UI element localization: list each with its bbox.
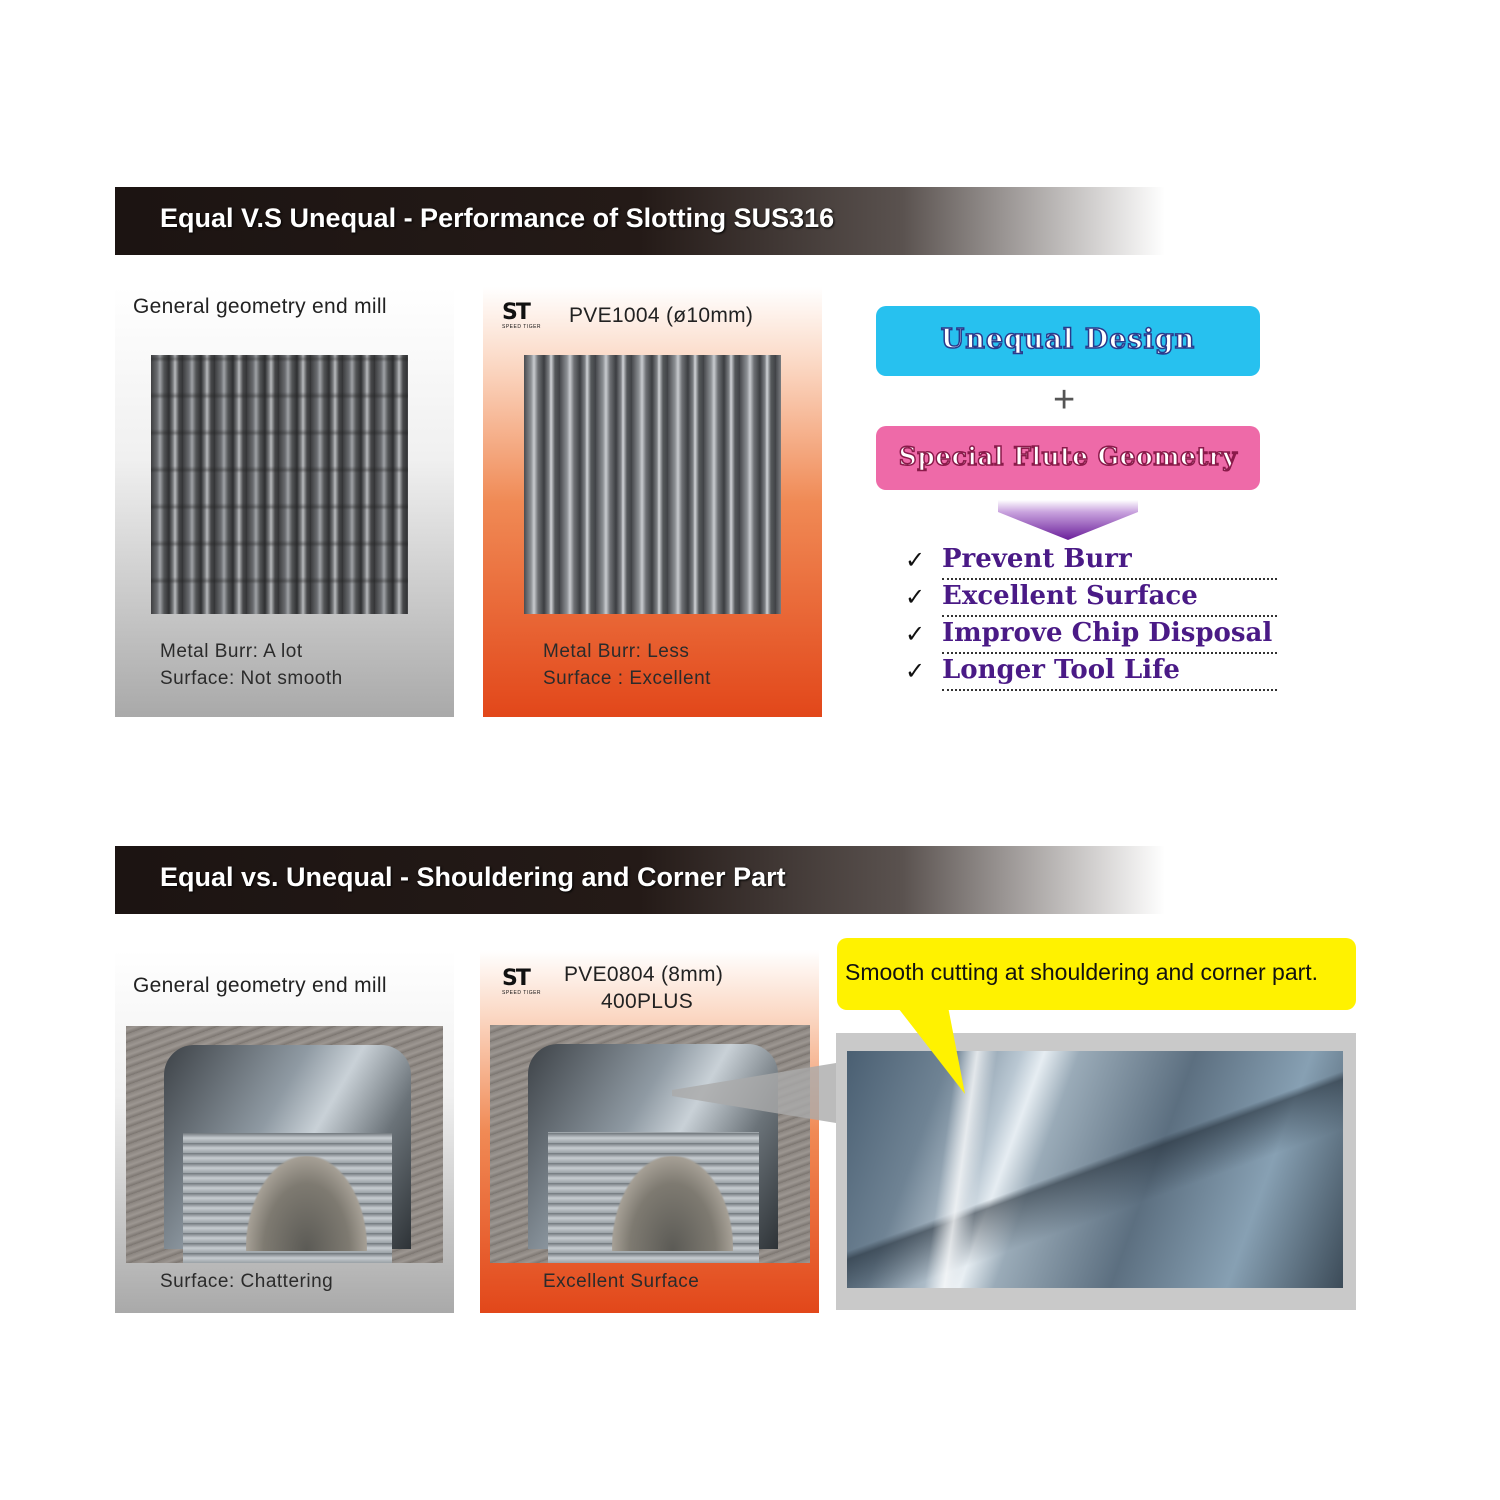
benefit-item (905, 581, 1277, 617)
callout-text: Smooth cutting at shouldering and corner part. (845, 959, 1319, 985)
benefit-item (905, 618, 1277, 654)
callout-box (837, 938, 1356, 1010)
checkmark-icon: ✓ (905, 547, 926, 574)
dotted-divider (942, 615, 1277, 617)
shoulder-pve-caption: Excellent Surface (543, 1271, 700, 1292)
shoulder-general-photo (126, 1026, 443, 1263)
shoulder-pve-photo (490, 1025, 810, 1263)
checkmark-icon: ✓ (905, 658, 926, 685)
checkmark-icon: ✓ (905, 621, 926, 648)
shoulder-pve-title-model: PVE0804 (8mm) (564, 963, 724, 986)
shoulder-pve-title-series: 400PLUS (601, 990, 693, 1013)
benefit-item (905, 544, 1277, 580)
section1-banner (115, 187, 1165, 255)
dotted-divider (942, 652, 1277, 654)
benefit-label: Longer Tool Life (942, 655, 1180, 685)
down-arrow-icon (998, 500, 1138, 540)
corner-closeup-photo (847, 1051, 1343, 1288)
dotted-divider (942, 578, 1277, 580)
zoom-frame (836, 1033, 1356, 1310)
logo-mark: ST (502, 300, 529, 325)
section2-title: Equal vs. Unequal - Shouldering and Corner Part (160, 862, 786, 892)
unequal-design-badge: Unequal Design (876, 306, 1260, 376)
benefit-label: Excellent Surface (942, 581, 1198, 611)
checkmark-icon: ✓ (905, 584, 926, 611)
section1-title: Equal V.S Unequal - Performance of Slotting SUS316 (160, 203, 835, 233)
benefit-label: Improve Chip Disposal (942, 618, 1273, 648)
speed-tiger-logo (502, 302, 546, 332)
shoulder-pve-panel (480, 950, 819, 1313)
shoulder-general-panel (115, 950, 454, 1313)
logo-mark: ST (502, 966, 529, 991)
slotting-general-panel (115, 287, 454, 717)
logo-tagline: SPEED TIGER (502, 324, 542, 330)
plus-icon: + (1053, 379, 1076, 421)
dotted-divider (942, 689, 1277, 691)
speed-tiger-logo (502, 968, 546, 998)
slotting-pve-panel (483, 287, 822, 717)
logo-tagline: SPEED TIGER (502, 990, 542, 996)
slotting-pve-caption-burr: Metal Burr: Less (543, 641, 690, 662)
section2-banner (115, 846, 1165, 914)
shoulder-general-title: General geometry end mill (133, 974, 387, 997)
shoulder-general-caption: Surface: Chattering (160, 1271, 334, 1292)
slotting-general-caption-surface: Surface: Not smooth (160, 668, 343, 689)
benefit-label: Prevent Burr (942, 544, 1132, 574)
slotting-general-caption-burr: Metal Burr: A lot (160, 641, 303, 662)
slotting-general-photo (151, 355, 408, 614)
slotting-general-title: General geometry end mill (133, 295, 387, 318)
slotting-pve-photo (524, 355, 781, 614)
slotting-pve-caption-surface: Surface : Excellent (543, 668, 711, 689)
benefit-item (905, 655, 1277, 691)
photo-texture (151, 355, 408, 614)
special-flute-badge: Special Flute Geometry (876, 426, 1260, 490)
slotting-pve-title: PVE1004 (ø10mm) (569, 304, 754, 327)
